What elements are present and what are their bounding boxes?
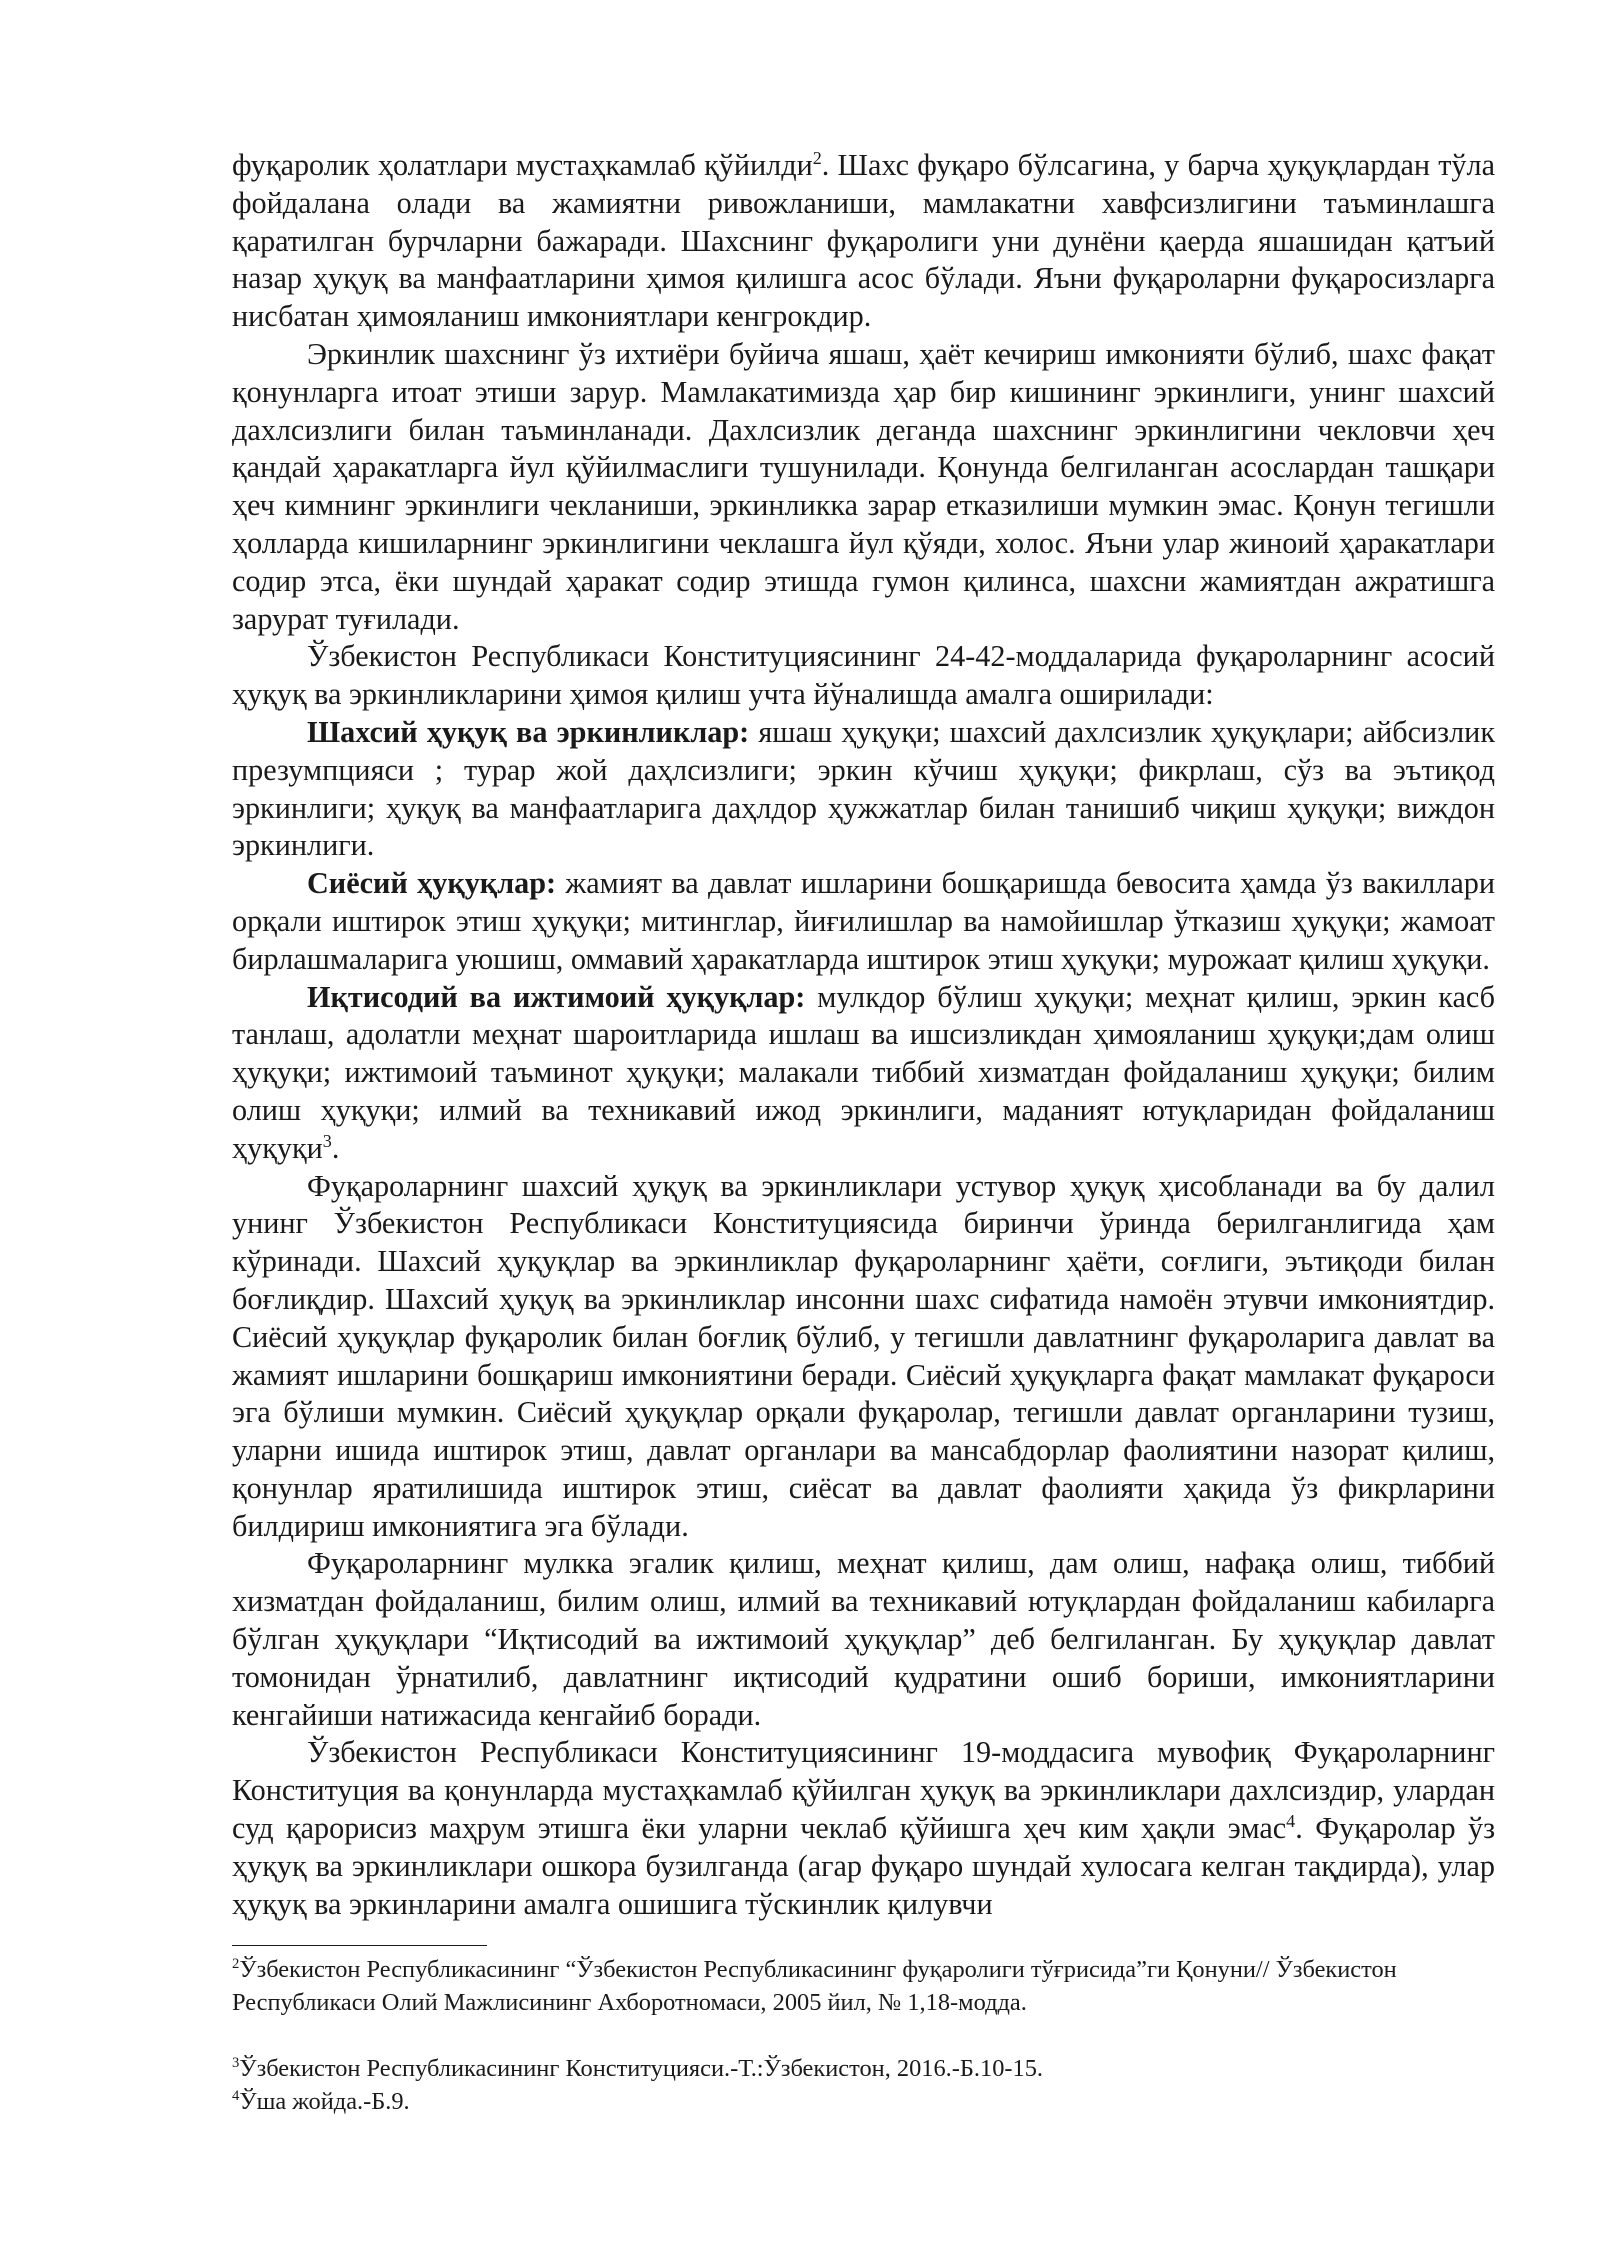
footnote-2 <box>232 1954 1495 2019</box>
paragraph-economic-social-rights <box>232 979 1495 1168</box>
footnote-number: 2 <box>232 1955 240 1972</box>
document-body <box>232 147 1495 1923</box>
footnote-ref-2[interactable]: 2 <box>812 147 822 168</box>
footnotes <box>232 1954 1495 2118</box>
footnote-text: Ўзбекистон Республикасининг Конституцияси.-Т.:Ўзбекистон, 2016.-Б.10-15. <box>239 2055 1043 2082</box>
bold-heading-economic-social-rights: Иқтисодий ва ижтимоий ҳуқуқлар: <box>307 979 806 1014</box>
paragraph-text: фуқаролик ҳолатлари мустаҳкамлаб қўйилди <box>232 148 813 182</box>
footnote-number: 4 <box>232 2087 240 2104</box>
paragraph-text: яшаш ҳуқуқи; шахсий дахлсизлик ҳуқуқлари; айбсизлик презумпцияси ; турар жой даҳлсизлиги; эркин кўчиш ҳуқуқи; фикрлаш, сўз ва эътиқод эркинлиги; ҳуқуқ ва манфаатларига даҳлдор ҳужжатлар билан танишиб чиқиш ҳуқуқи; виждон эркинлиги. <box>232 714 1495 863</box>
paragraph-citizenship-status <box>232 147 1495 336</box>
footnote-separator <box>232 1945 487 1946</box>
footnote-ref-4[interactable]: 4 <box>1286 1811 1296 1831</box>
footnote-number: 3 <box>232 2054 240 2071</box>
paragraph-text: Ўзбекистон Республикаси Конституциясининг 19-моддасига мувофиқ Фуқароларнинг Конституция ва қонунларда мустаҳкамлаб қўйилган ҳуқуқ ва эркинликлари дахлсиздир, улардан суд қарорисиз маҳрум этишга ёки уларни чеклаб қўйишга ҳеч ким ҳақли эмас <box>232 1735 1495 1846</box>
paragraph-freedom: Эркинлик шахснинг ўз ихтиёри буйича яшаш, ҳаёт кечириш имконияти бўлиб, шахс фақат қонунларга итоат этиши зарур. Мамлакатимизда ҳар бир кишининг эркинлиги, унинг шахсий дахлсизлиги билан таъминланади. Дахлсизлик деганда шахснинг эркинлигини чекловчи ҳеч қандай ҳаракатларга йул қўйилмаслиги тушунилади. Қонунда белгиланган асослардан ташқари ҳеч кимнинг эркинлиги чекланиши, эркинликка зарар етказилиши мумкин эмас. Қонун тегишли ҳолларда кишиларнинг эркинлигини чеклашга йул қўяди, холос. Яъни улар жиноий ҳаракатлари содир этса, ёки шундай ҳаракат содир этишда гумон қилинса, шахсни жамиятдан ажратишга зарурат туғилади. <box>232 336 1495 636</box>
footnote-4 <box>232 2086 1495 2119</box>
paragraph-article-19 <box>232 1734 1495 1923</box>
bold-heading-personal-rights: Шахсий ҳуқуқ ва эркинликлар: <box>307 714 750 749</box>
footnote-spacer <box>232 2019 1495 2053</box>
footnote-text: Ўзбекистон Республикасининг “Ўзбекистон Республикасининг фуқаролиги тўғрисида”ги Қонуни// Ўзбекистон Республикаси Олий Мажлисининг Ахборотномаси, 2005 йил, № 1,18-модда. <box>232 1956 1397 2016</box>
paragraph-text: . Шахс фуқаро бўлсагина, у барча ҳуқуқлардан тўла фойдалана олади ва жамиятни ривожланиши, мамлакатни хавфсизлигини таъминлашга қаратилган бурчларни бажаради. Шахснинг фуқаролиги уни дунёни қаерда яшашидан қатъий назар ҳуқуқ ва манфаатларини ҳимоя қилишга асос бўлади. Яъни фуқароларни фуқаросизларга нисбатан ҳимояланиш имкониятлари кенгрокдир. <box>232 148 1495 334</box>
paragraph-personal-rights-priority: Фуқароларнинг шахсий ҳуқуқ ва эркинликлари устувор ҳуқуқ ҳисобланади ва бу далил унинг Ўзбекистон Республикаси Конституциясида биринчи ўринда берилганлигида ҳам кўринади. Шахсий ҳуқуқлар ва эркинликлар фуқароларнинг ҳаёти, соғлиги, эътиқоди билан боғлиқдир. Шахсий ҳуқуқ ва эркинликлар инсонни шахс сифатида намоён этувчи имкониятдир. Сиёсий ҳуқуқлар фуқаролик билан боғлиқ бўлиб, у тегишли давлатнинг фуқароларига давлат ва жамият ишларини бошқариш имкониятини беради. Сиёсий ҳуқуқларга фақат мамлакат фуқароси эга бўлиши мумкин. Сиёсий ҳуқуқлар орқали фуқаролар, тегишли давлат органларини тузиш, уларни ишида иштирок этиш, давлат органлари ва мансабдорлар фаолиятини назорат қилиш, қонунлар яратилишида иштирок этиш, сиёсат ва давлат фаолияти ҳақида ўз фикрларини билдириш имкониятига эга бўлади. <box>232 1168 1495 1543</box>
paragraph-constitution-articles: Ўзбекистон Республикаси Конституциясининг 24-42-моддаларида фуқароларнинг асосий ҳуқуқ ва эркинликларини ҳимоя қилиш учта йўналишда амалга оширилади: <box>232 639 1495 712</box>
paragraph-text: жамият ва давлат ишларини бошқаришда бевосита ҳамда ўз вакиллари орқали иштирок этиш ҳуқуқи; митинглар, йиғилишлар ва намойишлар ўтказиш ҳуқуқи; жамоат бирлашмаларига уюшиш, оммавий ҳаракатларда иштирок этиш ҳуқуқи; мурожаат қилиш ҳуқуқи. <box>232 866 1495 976</box>
footnote-ref-3[interactable]: 3 <box>322 1130 332 1151</box>
paragraph-text: . <box>331 1130 340 1165</box>
footnote-text: Ўша жойда.-Б.9. <box>239 2087 410 2115</box>
footnote-3 <box>232 2053 1495 2086</box>
paragraph-text: мулкдор бўлиш ҳуқуқи; меҳнат қилиш, эркин касб танлаш, адолатли меҳнат шароитларида ишлаш ва ишсизликдан ҳимояланиш ҳуқуқи;дам олиш ҳуқуқи; ижтимоий таъминот ҳуқуқи; малакали тиббий хизматдан фойдаланиш ҳуқуқи; билим олиш ҳуқуқи; илмий ва техникавий ижод эркинлиги, маданият ютуқларидан фойдаланиш ҳуқуқи <box>232 979 1495 1165</box>
bold-heading-political-rights: Сиёсий ҳуқуқлар: <box>307 866 557 901</box>
paragraph-personal-rights <box>232 714 1495 865</box>
paragraph-property-rights: Фуқароларнинг мулкка эгалик қилиш, меҳнат қилиш, дам олиш, нафақа олиш, тиббий хизматдан фойдаланиш, билим олиш, илмий ва техникавий ютуқлардан фойдаланиш кабиларга бўлган ҳуқуқлари “Иқтисодий ва ижтимоий ҳуқуқлар” деб белгиланган. Бу ҳуқуқлар давлат томонидан ўрнатилиб, давлатнинг иқтисодий қудратини ошиб бориши, имкониятларини кенгайиши натижасида кенгайиб боради. <box>232 1546 1495 1732</box>
paragraph-text: . Фуқаролар ўз ҳуқуқ ва эркинликлари ошкора бузилганда (агар фуқаро шундай хулосага келган тақдирда), улар ҳуқуқ ва эркинларини амалга ошишига тўскинлик қилувчи <box>232 1811 1496 1921</box>
paragraph-political-rights <box>232 865 1495 978</box>
